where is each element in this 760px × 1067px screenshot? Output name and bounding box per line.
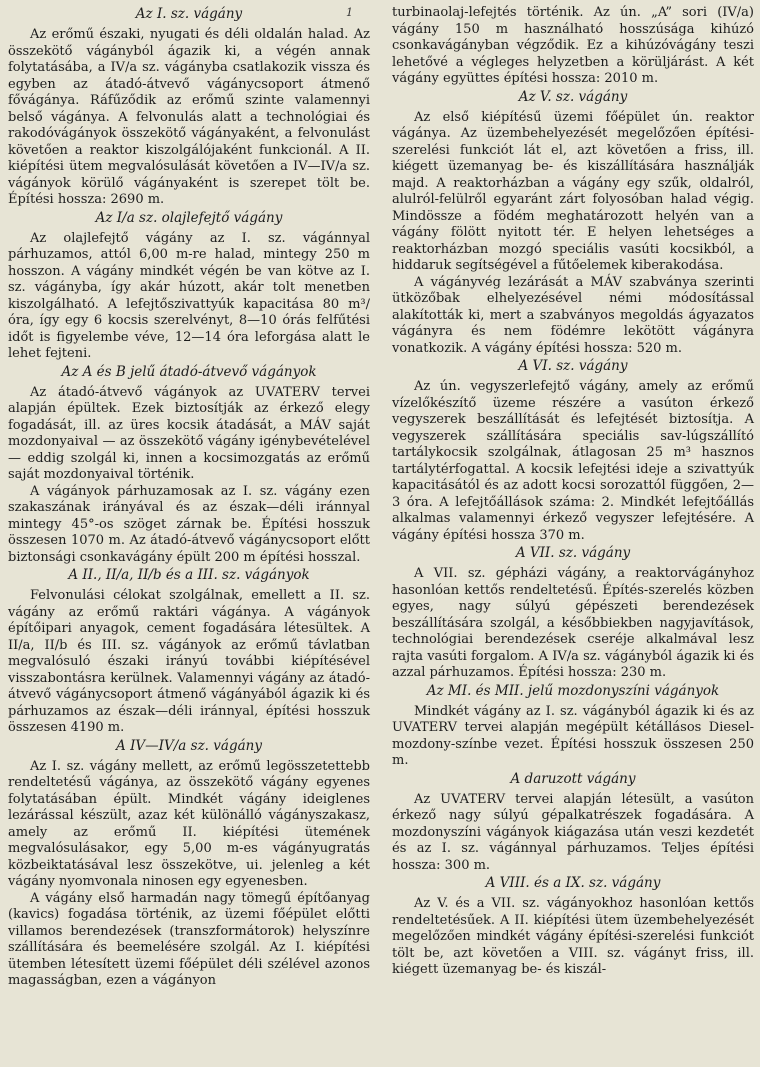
- paragraph: Az UVATERV tervei alapján létesült, a vasúton érkező nagy súlyú gépalkatrészek fogadására. A mozdonyszíni vágányok kiágazása után veszi kezdetét és az I. sz. vágánnyal párhuzamos. Teljes építési hossza: 300 m.: [392, 791, 754, 873]
- page-mark: 1: [346, 6, 353, 19]
- section: [8, 566, 370, 737]
- section-title: A VI. sz. vágány: [518, 358, 628, 374]
- section-title: Az I. sz. vágány: [135, 6, 243, 22]
- paragraph: Az első kiépítésű üzemi főépület ún. reaktor vágánya. Az üzembehelyezését megelőzően építési-szerelési funkciót lát el, azt követően a friss, ill. kiégett üzemanyag be- és kiszállítására használják majd. A reaktorházban a vágány egy szűk, oldalról, alulról-felülről egyaránt zárt folyosóban halad végig. Mindössze a födém meghatározott helyén van a vágány fölött nyitott tér. E helyen lehetséges a reaktorházban mozgó speciális vasúti kocsikból, a hiddaruk segítségével a fűtőelemek kiberakodása.: [392, 109, 754, 273]
- section: [392, 5, 754, 88]
- paragraph: Az átadó-átvevő vágányok az UVATERV tervei alapján épültek. Ezek biztosítják az érkező elegy fogadását, ill. az üres kocsik átadását, a MÁV saját mozdonyaival — az összekötő vágány igénybevételével — eddig szolgál ki, innen a kocsimozgatás az erőmű saját mozdonyaival történik.: [8, 384, 370, 482]
- paragraph-continued: turbinaolaj-lefejtés történik. Az ún. „A” sori (IV/a) vágány 150 m használható hosszúsága kihúzó csonkavágányban végződik. Ez a kihúzóvágány teszi lehetővé a végleges helyzetben a körüljárást. A két vágány együttes építési hossza: 2010 m.: [392, 5, 754, 86]
- section: [392, 770, 754, 875]
- section: [392, 544, 754, 682]
- paragraph: A vágány első harmadán nagy tömegű építőanyag (kavics) fogadása történik, az üzemi főépület előtti villamos berendezések (transzformátorok) helyszínre szállítására és beemelésére szolgál. Az I. kiépítési ütemben létesített üzemi főépület déli szélével azonos magasságban, ezen a vágányon: [8, 890, 370, 988]
- paragraph: Az I. sz. vágány mellett, az erőmű legösszetettebb rendeltetésű vágánya, az összekötő vágány egyenes folytatásában épült. Mindkét vágány ideiglenes lezárással készült, azaz két különálló vágányszakasz, amely az erőmű II. kiépítési ütemének megvalósulásakor, egy 5,00 m-es vágányugratás közbeiktatásával lesz összekötve, ui. jelenleg a két vágány nyomvonala ninosen egy egyenesben.: [8, 758, 370, 889]
- section-title: Az I/a sz. olajlefejtő vágány: [95, 209, 283, 226]
- left-column: [8, 5, 370, 990]
- section: [8, 5, 370, 209]
- section: [8, 209, 370, 363]
- paragraph: Felvonulási célokat szolgálnak, emellett a II. sz. vágány az erőmű raktári vágánya. A vágányok építőipari anyagok, cement fogadására létesültek. A II/a, II/b és III. sz. vágányok az erőmű távlatban megvalósuló északi irányú további kiépítésével visszabontásra kerülnek. Valamennyi vágány az átadó-átvevő vágánycsoport átmenő vágányából ágazik ki és párhuzamos az észak—déli iránnyal, építési hosszuk összesen 4190 m.: [8, 588, 370, 735]
- section: [392, 88, 754, 358]
- paragraph: Az V. és a VII. sz. vágányokhoz hasonlóan kettős rendeltetésűek. A II. kiépítési ütem üzembehelyezését megelőzően mindkét vágány építési-szerelési funkciót tölt be, azt követően a VIII. sz. vágányt friss, ill. kiégett üzemanyag be- és kiszál-: [392, 896, 754, 977]
- paragraph: A VII. sz. gépházi vágány, a reaktorvágányhoz hasonlóan kettős rendeltetésű. Építés-szerelés közben egyes, nagy súlyú gépészeti berendezések beszállítására szolgál, a későbbiekben nagyjavítások, technológiai berendezések cseréje alkalmával lesz rajta vasúti forgalom. A IV/a sz. vágányból ágazik ki és azzal párhuzamos. Építési hossza: 230 m.: [392, 566, 754, 680]
- section: [392, 357, 754, 544]
- section-title: A II., II/a, II/b és a III. sz. vágányok: [68, 567, 310, 583]
- paragraph: Az olajlefejtő vágány az I. sz. vágánnyal párhuzamos, attól 6,00 m-re halad, mintegy 250 m hosszon. A vágány mindkét végén be van kötve az I. sz. vágányba, így akár húzott, akár tolt menetben kiszolgálható. A lefejtőszivattyúk kapacitása 80 m³/óra, így egy 6 kocsis szerelvényt, 8—10 órás felfűtési időt is figyelembe véve, 12—14 óra leforgása alatt le lehet fejteni.: [8, 230, 370, 361]
- section-title: A VIII. és a IX. sz. vágány: [485, 875, 661, 891]
- paragraph: A vágányvég lezárását a MÁV szabványa szerinti ütközőbak elhelyezésével némi módosítással alakították ki, mert a szabványos megoldás ágyazatos vágányra és nem födémre lekötött vágányra vonatkozik. A vágány építési hossza: 520 m.: [392, 274, 754, 356]
- paragraph: Az ún. vegyszerlefejtő vágány, amely az erőmű vízelőkészítő üzeme részére a vasúton érkező vegyszerek beszállítását és lefejtését biztosítja. A vegyszerek szállítására speciális sav-lúgszállító tartálykocsik szolgálnak, átlagosan 25 m³ hasznos tartálytérfogattal. A kocsik lefejtési ideje a szivattyúk kapacitásától és az adott kocsi sorozattól függően, 2—3 óra. A lefejtőállások száma: 2. Mindkét lefejtőállás alkalmas valamennyi érkező vegyszer lefejtésére. A vágány építési hossza 370 m.: [392, 379, 754, 543]
- section-title: A VII. sz. vágány: [515, 545, 631, 561]
- section-title: A IV—IV/a sz. vágány: [116, 737, 262, 754]
- paragraph: Mindkét vágány az I. sz. vágányból ágazik ki és az UVATERV tervei alapján megépült kétállásos Diesel-mozdony-színbe vezet. Építési hosszuk összesen 250 m.: [392, 703, 754, 768]
- section: [8, 737, 370, 990]
- section: [392, 682, 754, 770]
- right-column: [392, 5, 754, 979]
- paragraph: Az erőmű északi, nyugati és déli oldalán halad. Az összekötő vágányból ágazik ki, a végén annak folytatásába, a IV/a sz. vágányba csatlakozik vissza és egyben az átadó-átvevő vágánycsoport átmenő fővágánya. Ráfűződik az erőmű szinte valamennyi belső vágánya. A felvonulás alatt a technológiai és rakodóvágányok összekötő vágányaként, a felvonulást követően a reaktor kiszolgálójaként funkcionál. A II. kiépítési ütem megvalósulását követően a IV—IV/a sz. vágányok körülő vágányaként is szerepet tölt be. Építési hossza: 2690 m.: [8, 27, 370, 207]
- paragraph: A vágányok párhuzamosak az I. sz. vágány ezen szakaszának irányával és az észak—déli iránnyal mintegy 45°-os szöget zárnak be. Építési hosszuk összesen 1070 m. Az átadó-átvevő vágánycsoport előtt biztonsági csonkavágány épült 200 m építési hosszal.: [8, 483, 370, 565]
- section-title: A daruzott vágány: [510, 770, 636, 787]
- section-title: Az V. sz. vágány: [518, 88, 628, 105]
- section-title: Az A és B jelű átadó-átvevő vágányok: [61, 363, 317, 380]
- section: [392, 874, 754, 979]
- section: [8, 363, 370, 567]
- section-title: Az MI. és MII. jelű mozdonyszíni vágányok: [426, 682, 720, 699]
